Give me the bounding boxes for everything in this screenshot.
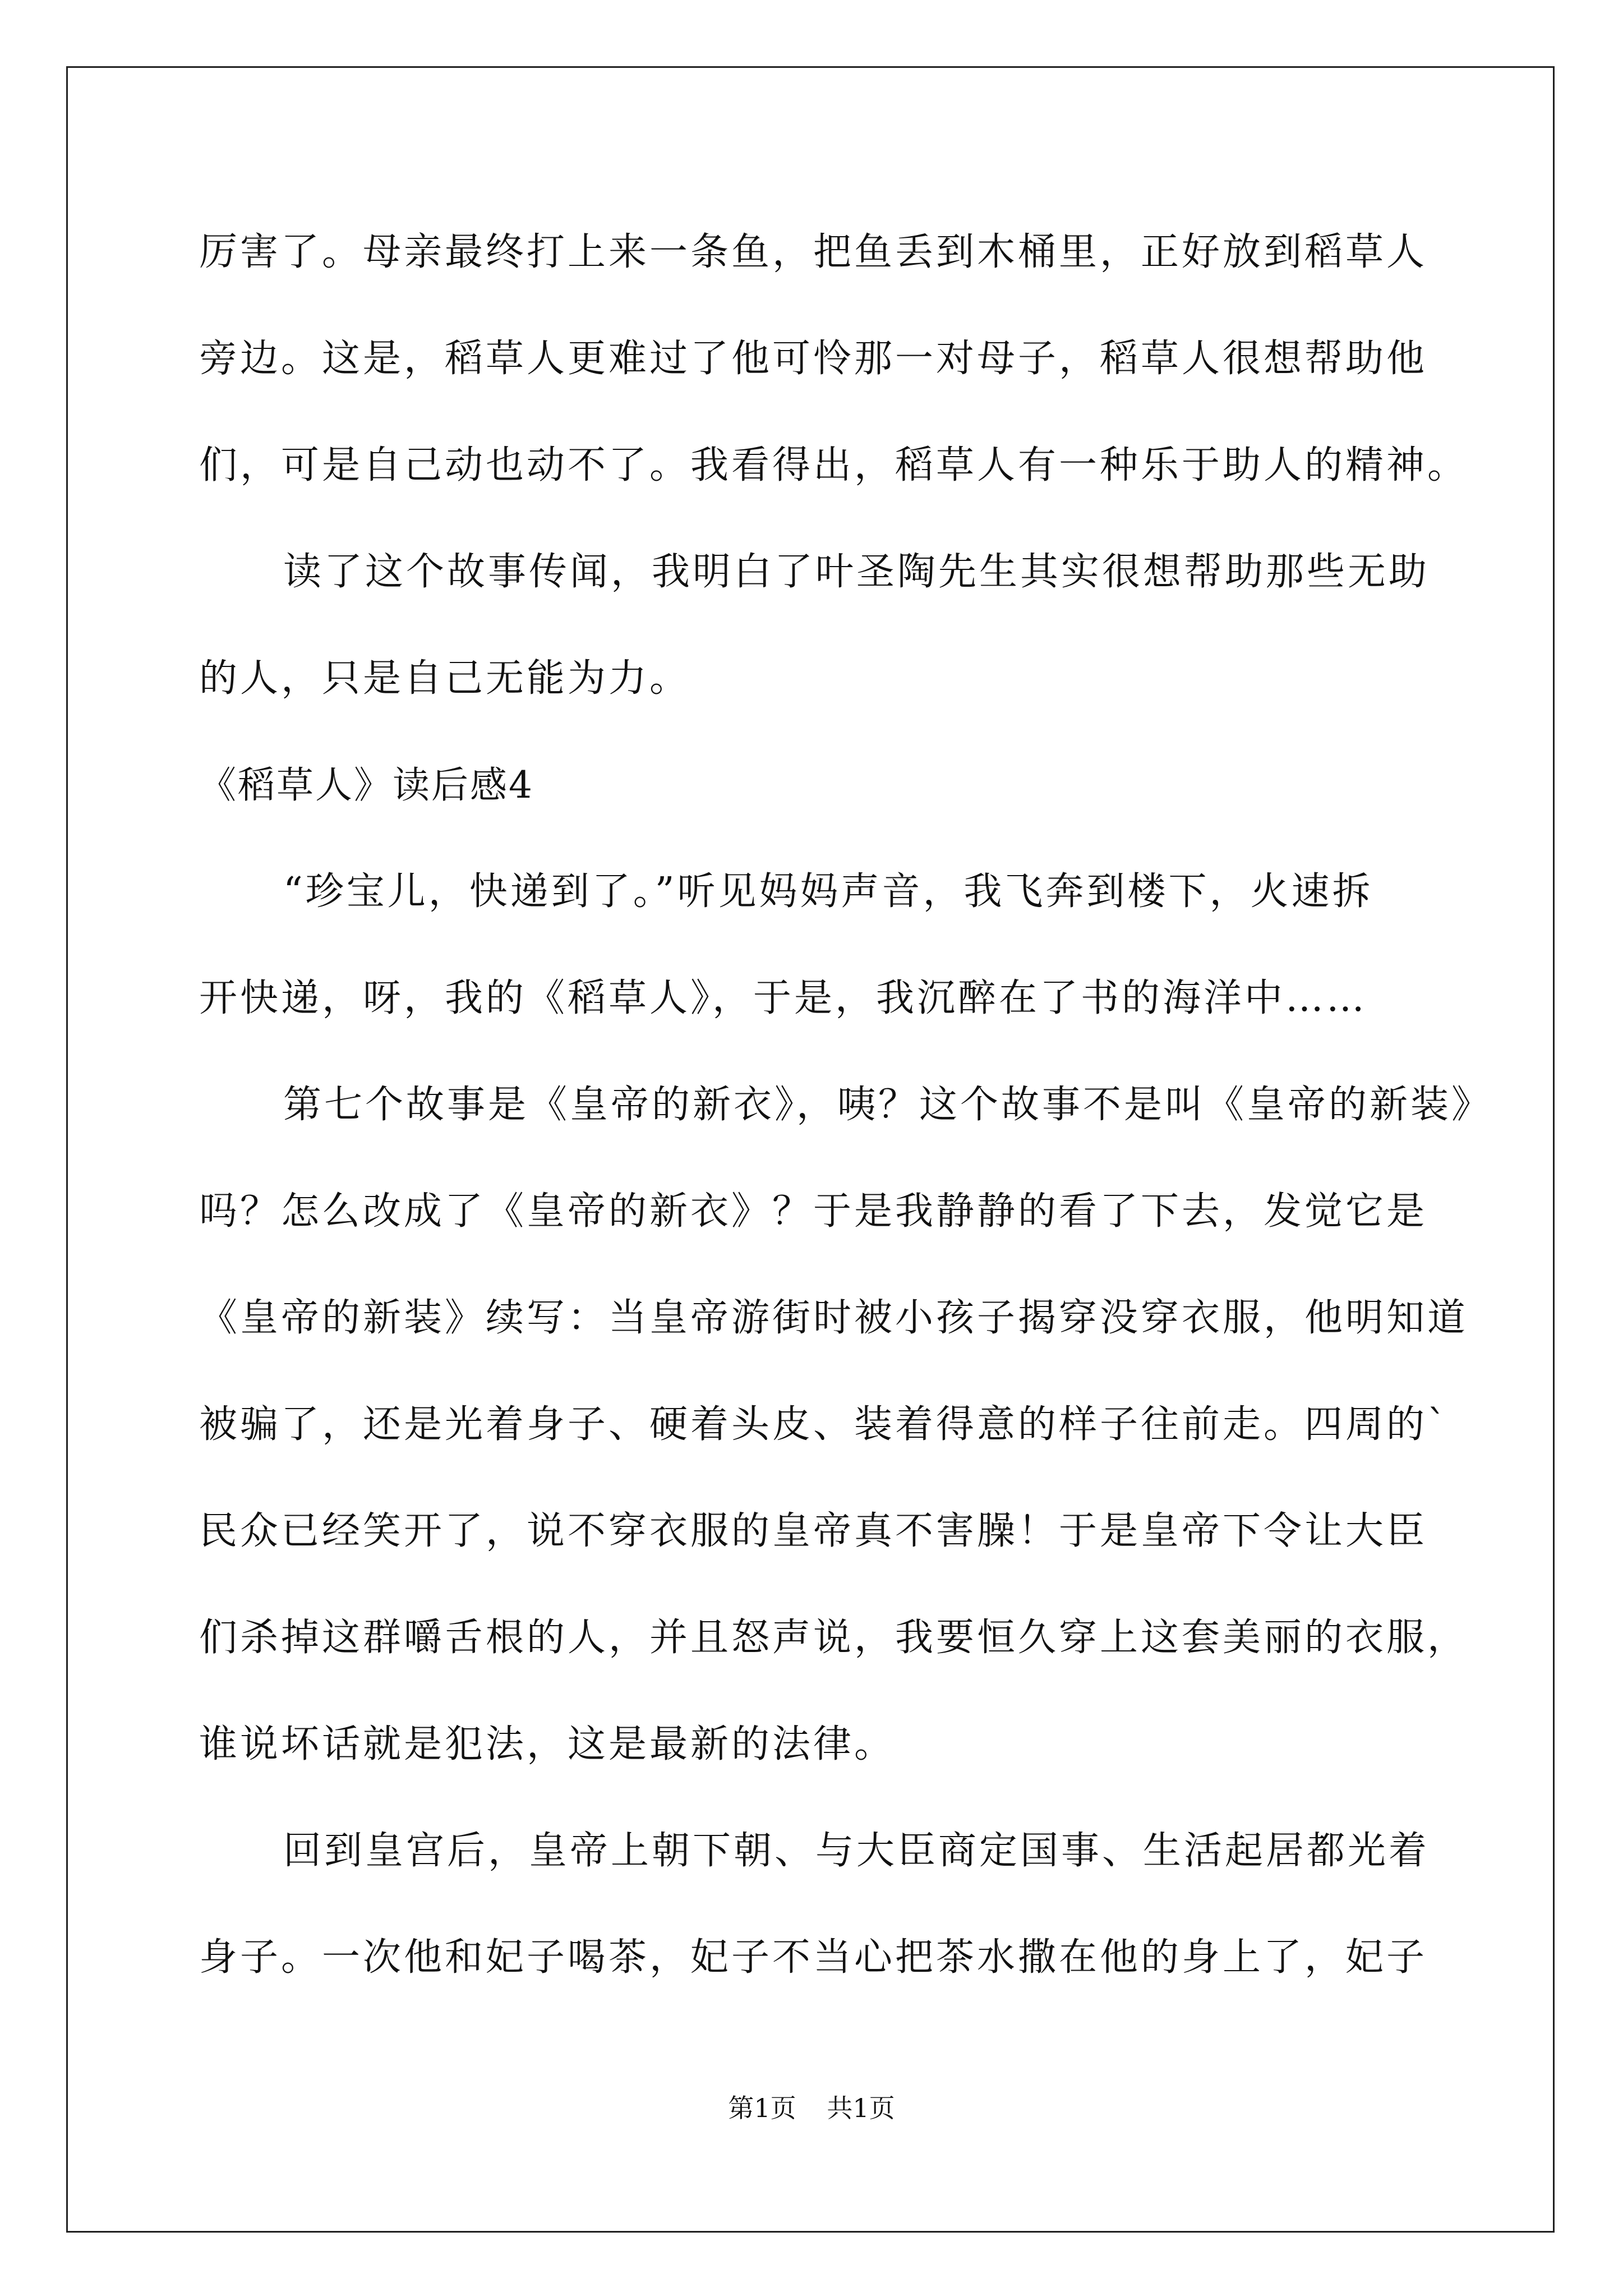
text-line: 《皇帝的新装》续写：当皇帝游街时被小孩子揭穿没穿衣服，他明知道 [199,1296,1469,1340]
text-line: 的人，只是自己无能为力。 [199,656,691,701]
section-heading: 《稻草人》读后感4 [199,763,534,807]
text-line: 厉害了。母亲最终打上来一条鱼，把鱼丢到木桶里，正好放到稻草人 [199,230,1428,274]
text-line: 回到皇宫后，皇帝上朝下朝、与大臣商定国事、生活起居都光着 [283,1829,1430,1873]
text-line: 们杀掉这群嚼舌根的人，并且怒声说，我要恒久穿上这套美丽的衣服， [199,1616,1469,1660]
text-line: 旁边。这是，稻草人更难过了他可怜那一对母子，稻草人很想帮助他 [199,337,1428,381]
text-line: 吗？怎么改成了《皇帝的新衣》？于是我静静的看了下去，发觉它是 [199,1189,1428,1234]
page-footer [0,2091,1623,2125]
text-line: 被骗了，还是光着身子、硬着头皮、装着得意的样子往前走。四周的` [199,1402,1450,1447]
text-line: 读了这个故事传闻，我明白了叶圣陶先生其实很想帮助那些无助 [283,550,1430,594]
text-line: 身子。一次他和妃子喝茶，妃子不当心把茶水撒在他的身上了，妃子 [199,1935,1428,1980]
page-number: 第1页 [728,2093,796,2123]
page-border [66,66,1555,2233]
text-line: 开快递，呀，我的《稻草人》，于是，我沉醉在了书的海洋中…… [199,976,1368,1020]
text-line: 民众已经笑开了，说不穿衣服的皇帝真不害臊！于是皇帝下令让大臣 [199,1509,1428,1553]
text-line: 第七个故事是《皇帝的新衣》，咦？这个故事不是叫《皇帝的新装》 [283,1083,1493,1127]
page-total: 共1页 [827,2093,895,2123]
text-line: “珍宝儿，快递到了。”听见妈妈声音，我飞奔到楼下，火速拆 [283,869,1373,914]
text-line: 们，可是自己动也动不了。我看得出，稻草人有一种乐于助人的精神。 [199,443,1469,487]
text-line: 谁说坏话就是犯法，这是最新的法律。 [199,1722,896,1766]
